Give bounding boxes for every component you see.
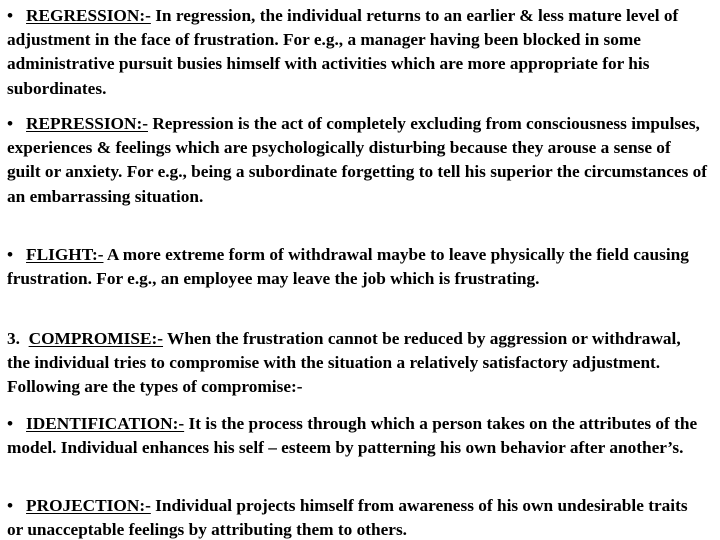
section-number: 3. xyxy=(7,329,20,348)
paragraph-text: Repression is the act of completely excluding from consciousness impulses, experiences & feelings which are psychologically disturbing because they arouse a sense of guilt or anxiety. For e.g., being a subordinate forgetting to tell his superior the circumstances of an embarrassing situation. xyxy=(7,114,708,206)
term-compromise: COMPROMISE:- xyxy=(28,329,164,348)
paragraph-text: In regression, the individual returns to an earlier & less mature level of adjustment in the face of frustration. For e.g., a manager having been blocked in some administrative pursuit busies himself with activities which are more appropriate for his subordinates. xyxy=(7,6,679,98)
term-identification: IDENTIFICATION:- xyxy=(26,414,185,433)
term-regression: REGRESSION:- xyxy=(26,6,151,25)
paragraph-repression xyxy=(7,112,707,209)
term-flight: FLIGHT:- xyxy=(26,245,104,264)
bullet-marker: • xyxy=(7,496,14,515)
bullet-marker: • xyxy=(7,414,14,433)
bullet-marker: • xyxy=(7,114,14,133)
bullet-marker: • xyxy=(7,245,14,264)
paragraph-identification xyxy=(7,412,707,460)
paragraph-compromise xyxy=(7,327,707,400)
paragraph-projection xyxy=(7,494,707,540)
term-repression: REPRESSION:- xyxy=(26,114,148,133)
paragraph-text: When the frustration cannot be reduced by aggression or withdrawal, the individual tries to compromise with the situation a relatively satisfactory adjustment. Following are the types of compromise:- xyxy=(7,329,681,397)
paragraph-regression xyxy=(7,4,707,101)
paragraph-text: A more extreme form of withdrawal maybe to leave physically the field causing frustration. For e.g., an employee may leave the job which is frustrating. xyxy=(7,245,689,289)
bullet-marker: • xyxy=(7,6,14,25)
paragraph-text: It is the process through which a person takes on the attributes of the model. Individual enhances his self – esteem by patterning his own behavior after another’s. xyxy=(7,414,698,458)
paragraph-flight xyxy=(7,243,707,291)
term-projection: PROJECTION:- xyxy=(26,496,151,515)
paragraph-text: Individual projects himself from awareness of his own undesirable traits or unacceptable feelings by attributing them to others. xyxy=(7,496,688,540)
